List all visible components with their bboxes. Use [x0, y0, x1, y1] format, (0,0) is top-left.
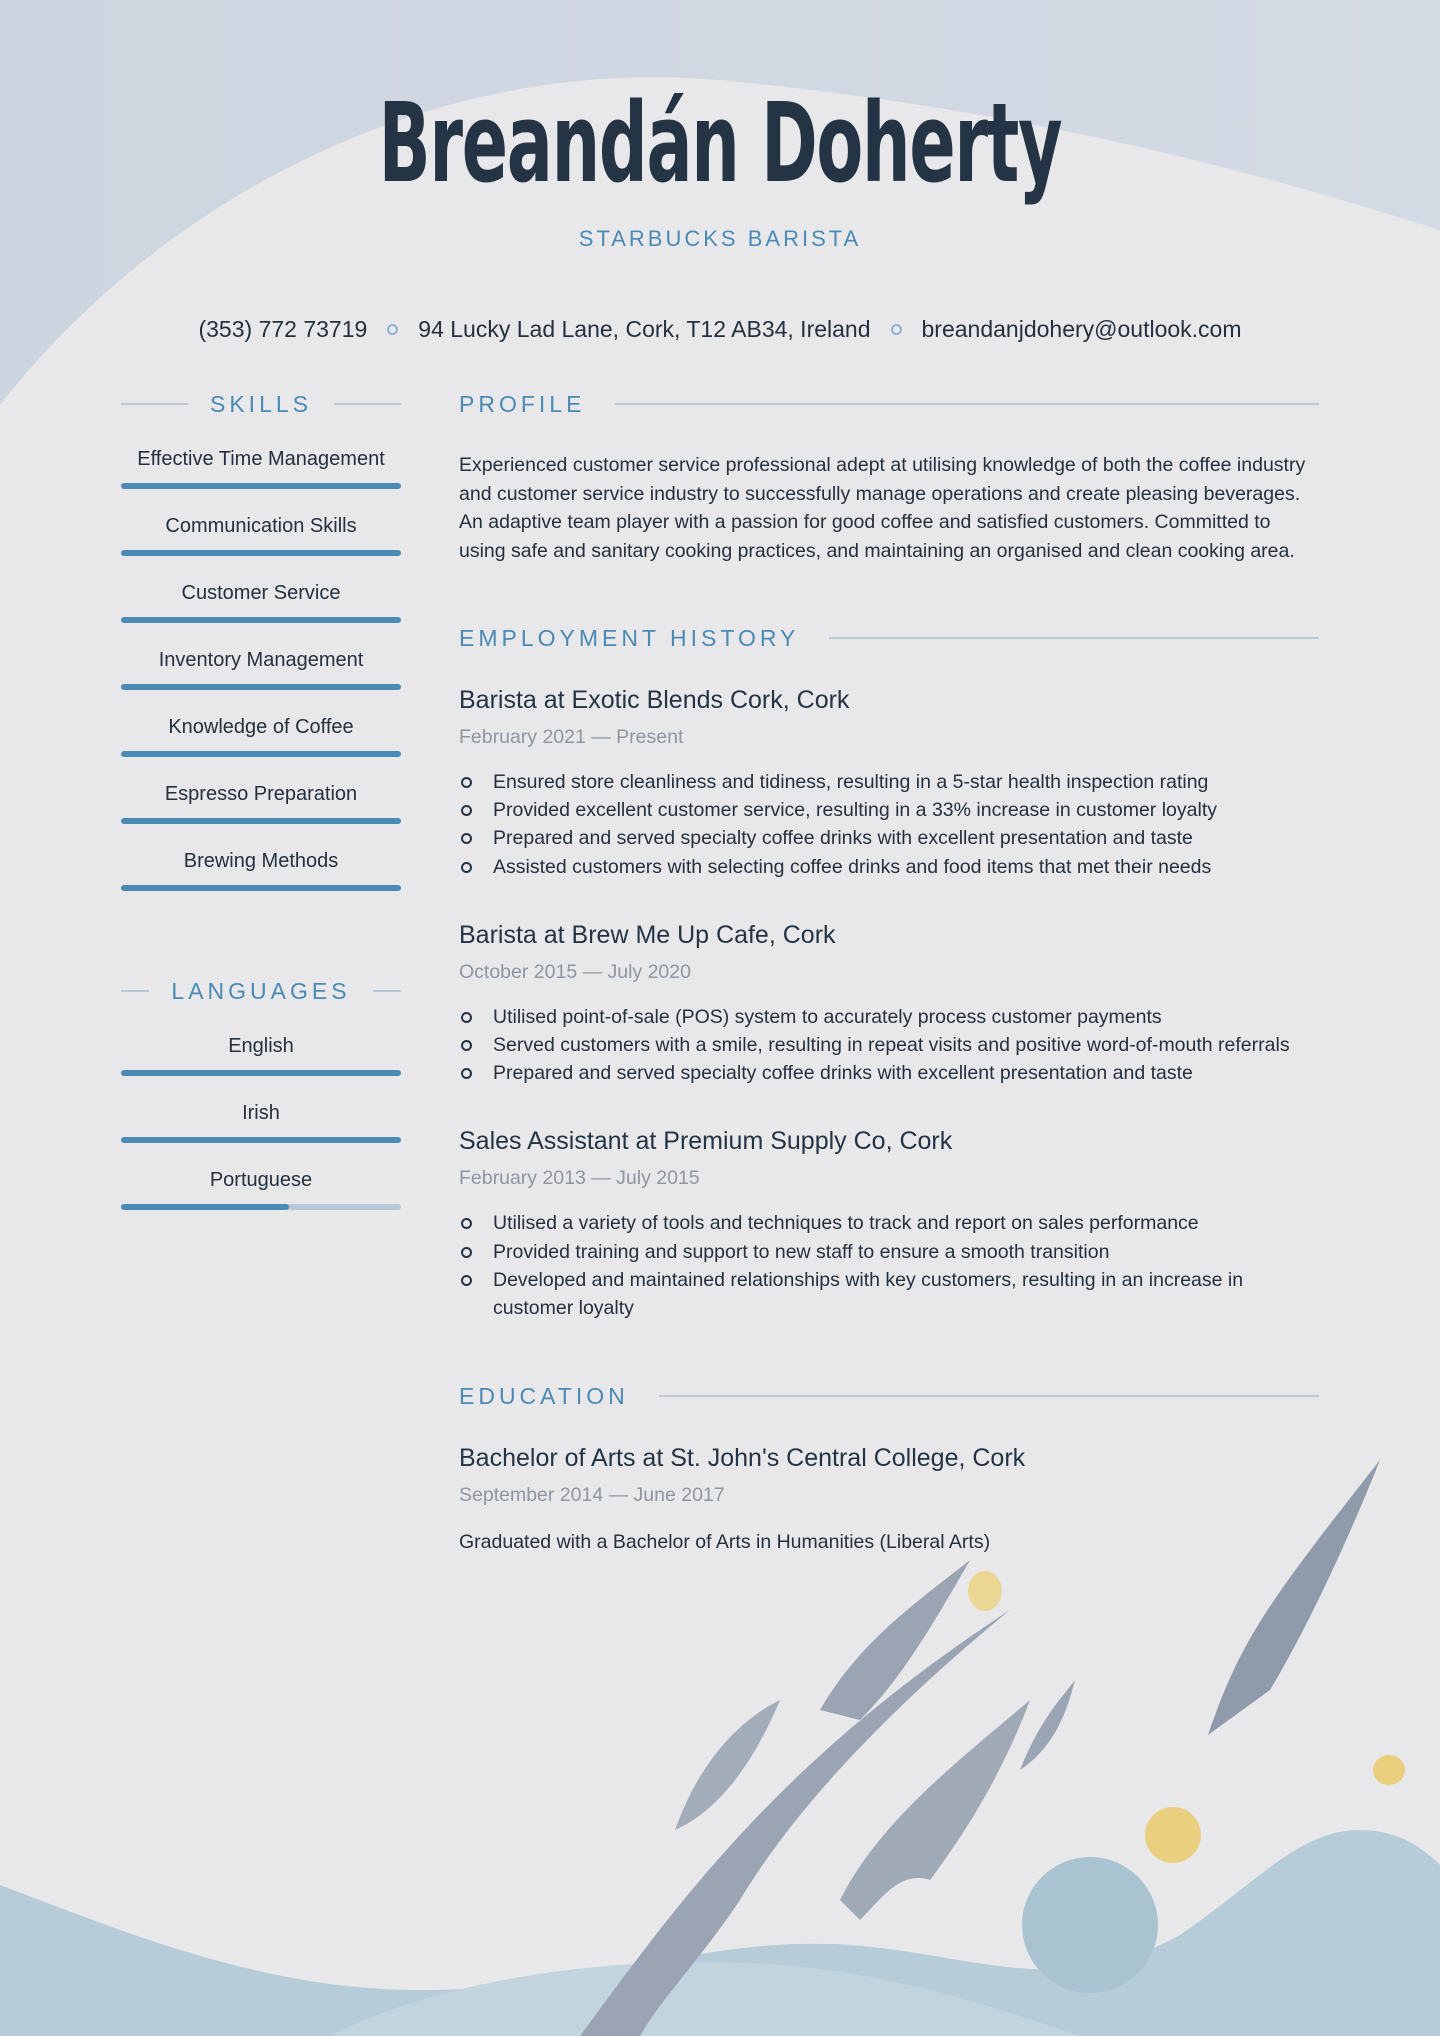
contact-line [0, 316, 1440, 343]
bullet-text: Served customers with a smile, resulting in repeat visits and positive word-of-mouth referrals [493, 1034, 1290, 1057]
skill-item [121, 690, 401, 757]
education-dates: September 2014 — June 2017 [459, 1484, 725, 1507]
skill-label: Customer Service [181, 582, 341, 604]
bullet-icon [461, 1012, 472, 1023]
skill-label: Communication Skills [165, 515, 357, 537]
bullet-icon [461, 1275, 472, 1286]
education-heading [459, 1378, 1319, 1414]
list-item [459, 853, 1319, 881]
skills-list [121, 422, 401, 891]
skill-item [121, 422, 401, 489]
skill-level-bar [121, 885, 401, 891]
skills-heading [121, 386, 401, 422]
job-dates: February 2021 — Present [459, 726, 684, 748]
language-level-fill [121, 1070, 401, 1076]
heading-rule [615, 403, 1319, 405]
list-item [459, 1266, 1319, 1322]
language-level-bar [121, 1204, 401, 1210]
sidebar [121, 386, 401, 1210]
language-level-fill [121, 1137, 401, 1143]
job-entry [459, 1125, 1319, 1322]
separator-dot-icon [387, 324, 398, 335]
bullet-text: Ensured store cleanliness and tidiness, resulting in a 5-star health inspection rating [493, 771, 1209, 793]
skill-level-fill [121, 751, 401, 757]
languages-heading [121, 973, 401, 1009]
skill-label: Inventory Management [158, 649, 364, 671]
contact-phone: (353) 772 73719 [198, 316, 368, 342]
skills-heading-text: SKILLS [210, 390, 312, 417]
main-content [459, 386, 1319, 1557]
list-item [459, 1059, 1319, 1087]
skill-item [121, 556, 401, 623]
employment-heading [459, 620, 1319, 656]
profile-heading [459, 386, 1319, 422]
bullet-icon [461, 777, 472, 788]
bullet-icon [461, 1068, 472, 1079]
skill-level-bar [121, 550, 401, 556]
language-item [121, 1009, 401, 1076]
skill-level-fill [121, 885, 401, 891]
language-level-fill [121, 1204, 289, 1210]
employment-heading-text: EMPLOYMENT HISTORY [459, 624, 800, 651]
job-role: STARBUCKS BARISTA [578, 226, 862, 251]
bullet-icon [461, 1218, 472, 1229]
skill-item [121, 623, 401, 690]
languages-list [121, 1009, 401, 1210]
bullet-text: Provided excellent customer service, resulting in a 33% increase in customer loyalty [493, 799, 1217, 822]
skill-label: Brewing Methods [183, 850, 339, 872]
language-label: Portuguese [209, 1169, 313, 1191]
skill-item [121, 757, 401, 824]
contact-email: breandanjdohery@outlook.com [921, 316, 1242, 342]
skill-label: Effective Time Management [137, 448, 385, 470]
language-item [121, 1143, 401, 1210]
education-entry [459, 1442, 1319, 1557]
list-item [459, 1238, 1319, 1266]
job-bullets [459, 1003, 1319, 1088]
bullet-text: Prepared and served specialty coffee drinks with excellent presentation and taste [493, 1062, 1193, 1085]
heading-rule [121, 403, 188, 405]
job-title: Sales Assistant at Premium Supply Co, Cork [459, 1127, 953, 1156]
bullet-text: Prepared and served specialty coffee drinks with excellent presentation and taste [493, 827, 1193, 850]
list-item [459, 768, 1319, 796]
bullet-text: Developed and maintained relationships with key customers, resulting in an increase in customer loyalty [493, 1268, 1244, 1320]
job-entry [459, 684, 1319, 881]
contact-address: 94 Lucky Lad Lane, Cork, T12 AB34, Ireland [418, 316, 871, 342]
education-text: Graduated with a Bachelor of Arts in Humanities (Liberal Arts) [459, 1531, 991, 1554]
skill-label: Knowledge of Coffee [168, 716, 354, 738]
bullet-text: Provided training and support to new staff to ensure a smooth transition [493, 1240, 1110, 1263]
language-label: English [228, 1035, 294, 1057]
skill-item [121, 489, 401, 556]
separator-dot-icon [891, 324, 902, 335]
skill-level-fill [121, 617, 401, 623]
bullet-icon [461, 1247, 472, 1258]
list-item [459, 824, 1319, 852]
skill-label: Espresso Preparation [164, 783, 358, 805]
bullet-text: Assisted customers with selecting coffee drinks and food items that met their needs [493, 855, 1212, 878]
profile-heading-text: PROFILE [459, 390, 586, 417]
list-item [459, 1209, 1319, 1237]
languages-heading-text: LANGUAGES [171, 977, 351, 1004]
skill-level-bar [121, 684, 401, 690]
skill-level-fill [121, 818, 401, 824]
language-level-bar [121, 1137, 401, 1143]
job-bullets [459, 1209, 1319, 1322]
bullet-text: Utilised point-of-sale (POS) system to accurately process customer payments [493, 1005, 1162, 1028]
bullet-icon [461, 833, 472, 844]
education-heading-text: EDUCATION [459, 1382, 629, 1409]
profile-text: Experienced customer service professional adept at utilising knowledge of both the coffee industry and customer service industry to successfully manage operations and create pleasing beverages. An adaptive team player with a passion for good coffee and satisfied customers. Committed to using safe and sanitary cooking practices, and maintaining an organised and clean cooking area. [459, 454, 1306, 562]
skill-level-bar [121, 818, 401, 824]
skill-level-bar [121, 617, 401, 623]
heading-rule [373, 990, 401, 992]
language-item [121, 1076, 401, 1143]
language-level-bar [121, 1070, 401, 1076]
skill-level-fill [121, 483, 401, 489]
language-label: Irish [242, 1102, 280, 1124]
skill-level-bar [121, 483, 401, 489]
bullet-text: Utilised a variety of tools and techniques to track and report on sales performance [493, 1212, 1199, 1235]
list-item [459, 1031, 1319, 1059]
bullet-icon [461, 805, 472, 816]
list-item [459, 1003, 1319, 1031]
job-title: Barista at Brew Me Up Cafe, Cork [459, 920, 836, 949]
skill-level-fill [121, 550, 401, 556]
heading-rule [829, 637, 1319, 639]
skill-level-bar [121, 751, 401, 757]
candidate-name: Breandán Doherty [378, 79, 1062, 207]
job-entry [459, 919, 1319, 1088]
heading-rule [121, 990, 149, 992]
job-title: Barista at Exotic Blends Cork, Cork [459, 686, 850, 714]
job-bullets [459, 768, 1319, 881]
list-item [459, 796, 1319, 824]
job-dates: October 2015 — July 2020 [459, 960, 691, 983]
job-dates: February 2013 — July 2015 [459, 1167, 700, 1190]
skill-item [121, 824, 401, 891]
education-title: Bachelor of Arts at St. John's Central College, Cork [459, 1444, 1026, 1473]
bullet-icon [461, 862, 472, 873]
heading-rule [334, 403, 401, 405]
bullet-icon [461, 1040, 472, 1051]
skill-level-fill [121, 684, 401, 690]
heading-rule [659, 1395, 1319, 1397]
